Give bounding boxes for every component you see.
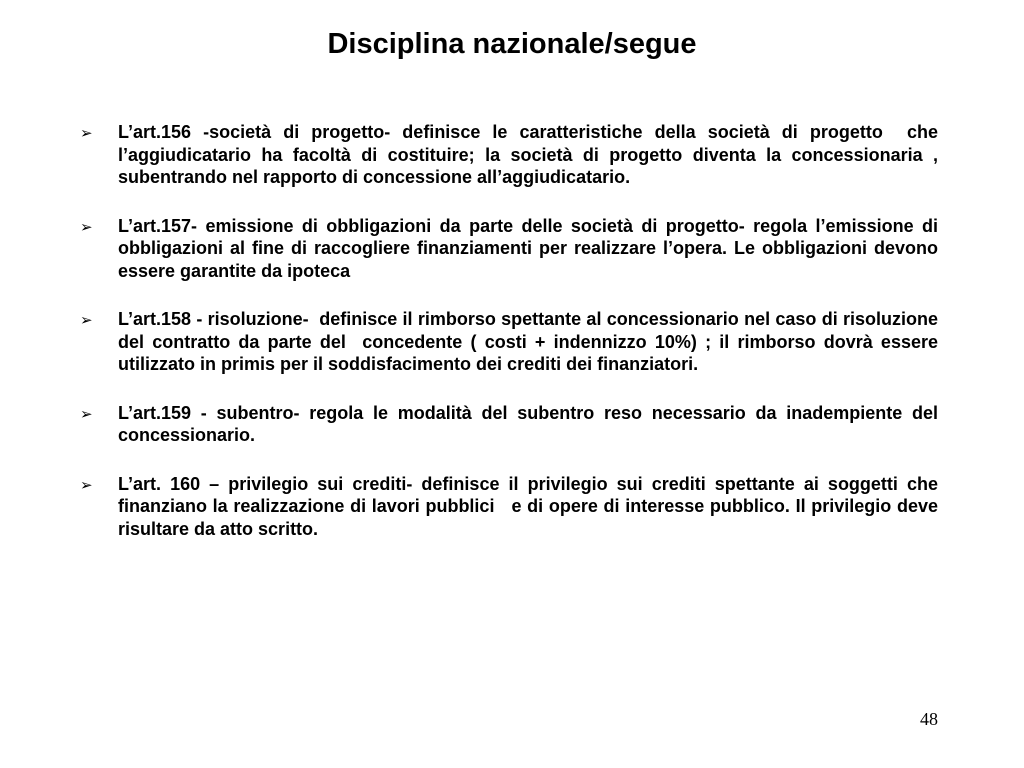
list-item bbox=[78, 121, 944, 189]
bullet-text: L’art.156 -società di progetto- definisce le caratteristiche della società di progetto che l’aggiudicatario ha facoltà di costituire; la società di progetto diventa la concessionaria , subentrando nel rapporto di concessione all’aggiudicatario. bbox=[118, 122, 944, 187]
arrowhead-bullet-icon: ➢ bbox=[80, 124, 93, 142]
list-item bbox=[78, 308, 944, 376]
bullet-text: L’art. 160 – privilegio sui crediti- definisce il privilegio sui crediti spettante ai soggetti che finanziano la realizzazione di lavori pubblici e di opere di interesse pubblico. Il privilegio deve risultare da atto scritto. bbox=[118, 473, 944, 539]
list-item bbox=[78, 402, 944, 447]
page-number: 48 bbox=[920, 709, 938, 729]
list-item bbox=[78, 473, 944, 541]
arrowhead-bullet-icon: ➢ bbox=[80, 475, 93, 494]
bullet-list bbox=[78, 121, 944, 566]
arrowhead-bullet-icon: ➢ bbox=[80, 217, 93, 236]
arrowhead-bullet-icon: ➢ bbox=[80, 311, 93, 329]
arrowhead-bullet-icon: ➢ bbox=[80, 404, 93, 423]
bullet-text: L’art.159 - subentro- regola le modalità del subentro reso necessario da inadempiente del concessionario. bbox=[118, 402, 944, 445]
bullet-text: L’art.157- emissione di obbligazioni da parte delle società di progetto- regola l’emissione di obbligazioni al fine di raccogliere finanziamenti per realizzare l’opera. Le obbligazioni devono essere garantite da ipoteca bbox=[118, 215, 944, 281]
bullet-text: L’art.158 - risoluzione- definisce il rimborso spettante al concessionario nel caso di risoluzione del contratto da parte del concedente ( costi + indennizzo 10%) ; il rimborso dovrà essere utilizzato in primis per il soddisfacimento dei crediti dei finanziatori. bbox=[118, 309, 944, 374]
slide-title: Disciplina nazionale/segue bbox=[327, 28, 697, 60]
list-item bbox=[78, 215, 944, 283]
